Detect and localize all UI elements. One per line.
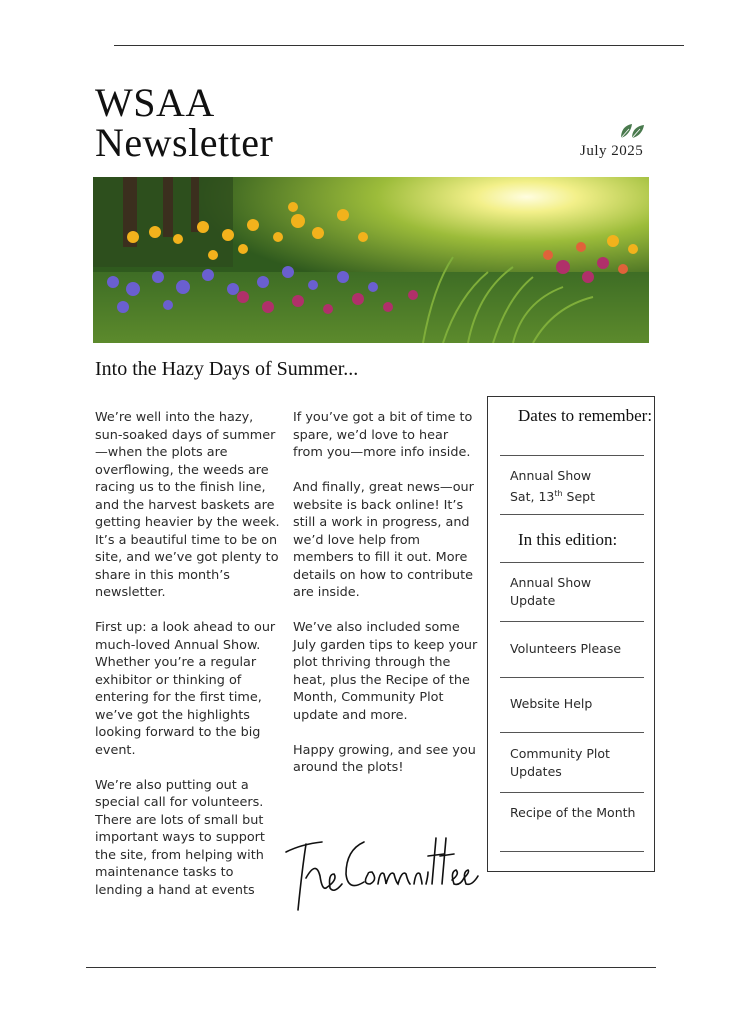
event-date: Sat, 13th Sept <box>510 489 596 505</box>
edition-item: Recipe of the Month <box>510 805 636 820</box>
sidebar-divider <box>500 514 644 515</box>
article-paragraph: Happy growing, and see you around the plots! <box>293 742 476 775</box>
sidebar-divider <box>500 455 644 456</box>
sidebar-divider <box>500 677 644 678</box>
dates-heading: Dates to remember: <box>518 406 653 425</box>
edition-item: Community Plot Updates <box>510 746 610 779</box>
sidebar-divider <box>500 562 644 563</box>
article-paragraph: We’re also putting out a special call for volunteers. There are lots of small but important ways to support the site, from helping with maintenance tasks to lending a hand at events <box>95 777 265 898</box>
dates-sidebar <box>487 396 655 872</box>
signature <box>282 830 482 918</box>
article-paragraph: We’ve also included some July garden tips to keep your plot thriving through the heat, plus the Recipe of the Month, Community Plot update and more. <box>293 620 478 723</box>
sidebar-divider <box>500 732 644 733</box>
garden-photo <box>93 177 649 343</box>
edition-item: Annual Show Update <box>510 575 592 608</box>
title-line-2: Newsletter <box>95 120 274 165</box>
article-paragraph: First up: a look ahead to our much-loved Annual Show. Whether you’re a regular exhibitor or thinking of entering for the first time, we’ve got the highlights looking forward to the big event. <box>95 620 276 758</box>
edition-item: Volunteers Please <box>510 641 622 656</box>
issue-date: July 2025 <box>580 143 644 159</box>
bottom-divider <box>86 967 656 968</box>
article-column-2 <box>293 409 478 794</box>
leaf-icon <box>618 121 646 141</box>
article-paragraph: We’re well into the hazy, sun-soaked days of summer—when the plots are overflowing, the weeds are racing us to the finish line, and the harvest baskets are getting heavier by the week. It’s a beautiful time to be on site, and we’ve got plenty to share in this month’s newsletter. <box>95 410 280 600</box>
sidebar-divider <box>500 621 644 622</box>
sidebar-divider <box>500 851 644 852</box>
newsletter-title <box>95 80 274 165</box>
section-heading: Into the Hazy Days of Summer... <box>95 358 359 380</box>
top-divider <box>114 45 684 46</box>
title-line-1: WSAA <box>95 80 215 125</box>
event-entry <box>510 467 640 506</box>
article-paragraph: If you’ve got a bit of time to spare, we’d love to hear from you—more info inside. <box>293 410 473 460</box>
article-paragraph: And finally, great news—our website is back online! It’s still a work in progress, and we’d love help from members to fill it out. More details on how to contribute are inside. <box>293 480 474 600</box>
sidebar-divider <box>500 792 644 793</box>
article-column-1 <box>95 409 280 917</box>
event-name: Annual Show <box>510 468 592 483</box>
edition-heading: In this edition: <box>518 530 618 549</box>
edition-item: Website Help <box>510 696 593 711</box>
